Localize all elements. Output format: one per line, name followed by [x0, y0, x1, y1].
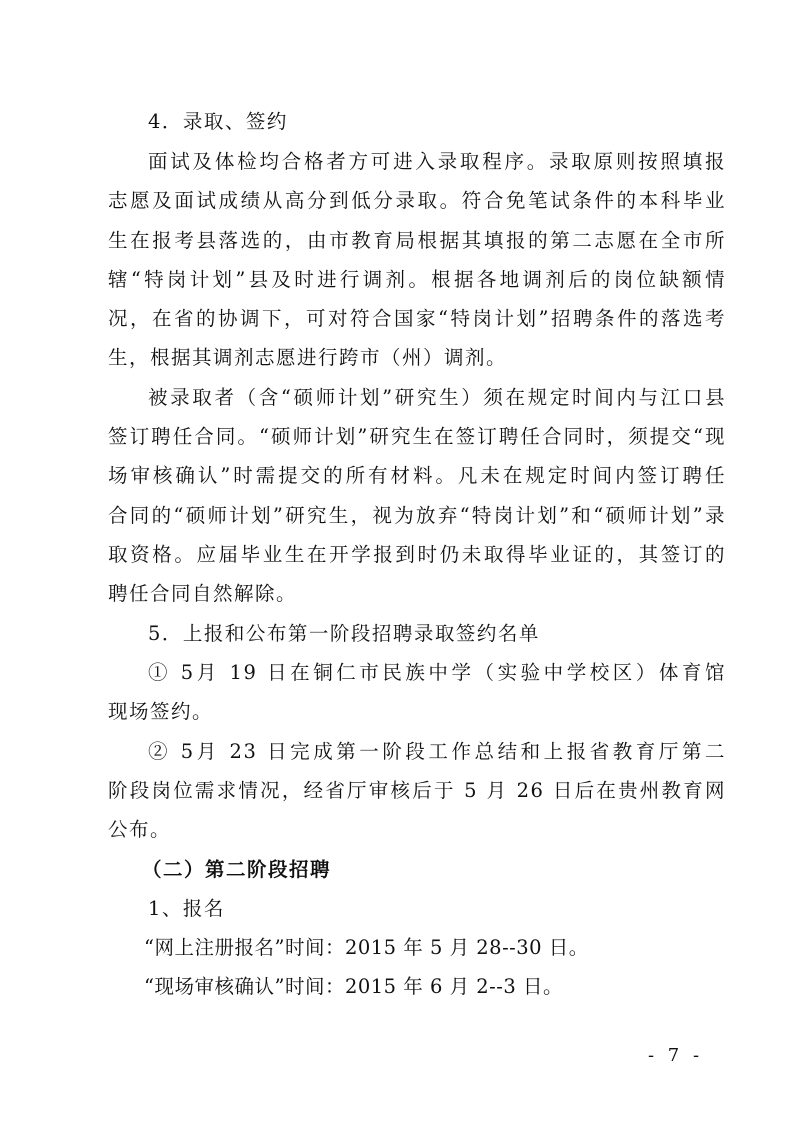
paragraph-line: 合同的“硕师计划”研究生，视为放弃“特岗计划”和“硕师计划”录 — [108, 504, 726, 527]
subheading-registration: 1、报名 — [148, 897, 225, 920]
page-number: - 7 - — [648, 1045, 704, 1066]
paragraph-line: 面试及体检均合格者方可进入录取程序。录取原则按照填报 — [148, 150, 726, 173]
list-item-line: ② 5月 23 日完成第一阶段工作总结和上报省教育厅第二 — [148, 740, 726, 763]
paragraph-line: 被录取者（含“硕师计划”研究生）须在规定时间内与江口县 — [148, 386, 726, 409]
paragraph-line: 辖“特岗计划”县及时进行调剂。根据各地调剂后的岗位缺额情 — [108, 268, 726, 291]
list-item-line: 阶段岗位需求情况，经省厅审核后于 5 月 26 日后在贵州教育网 — [108, 779, 726, 802]
paragraph-line: 况，在省的协调下，可对符合国家“特岗计划”招聘条件的落选考 — [108, 307, 726, 330]
list-item-line: 现场签约。 — [108, 700, 214, 723]
section-heading-second-stage: （二）第二阶段招聘 — [142, 858, 332, 881]
paragraph-line: 取资格。应届毕业生在开学报到时仍未取得毕业证的，其签订的 — [108, 543, 726, 566]
registration-online-time: “网上注册报名”时间：2015 年 5 月 28--30 日。 — [144, 936, 589, 959]
section-heading-admission: 4．录取、签约 — [148, 110, 288, 133]
list-item-line: 公布。 — [108, 818, 172, 841]
paragraph-line: 生，根据其调剂志愿进行跨市（州）调剂。 — [108, 346, 508, 369]
paragraph-line: 生在报考县落选的，由市教育局根据其填报的第二志愿在全市所 — [108, 229, 726, 252]
paragraph-line: 聘任合同自然解除。 — [108, 582, 298, 605]
section-heading-publish: 5．上报和公布第一阶段招聘录取签约名单 — [148, 622, 540, 645]
list-item-line: ① 5月 19 日在铜仁市民族中学（实验中学校区）体育馆 — [148, 661, 726, 684]
paragraph-line: 场审核确认”时需提交的所有材料。凡未在规定时间内签订聘任 — [108, 464, 726, 487]
paragraph-line: 志愿及面试成绩从高分到低分录取。符合免笔试条件的本科毕业 — [108, 189, 726, 212]
paragraph-line: 签订聘任合同。“硕师计划”研究生在签订聘任合同时，须提交“现 — [108, 425, 726, 448]
registration-onsite-time: “现场审核确认”时间：2015 年 6 月 2--3 日。 — [144, 975, 563, 998]
